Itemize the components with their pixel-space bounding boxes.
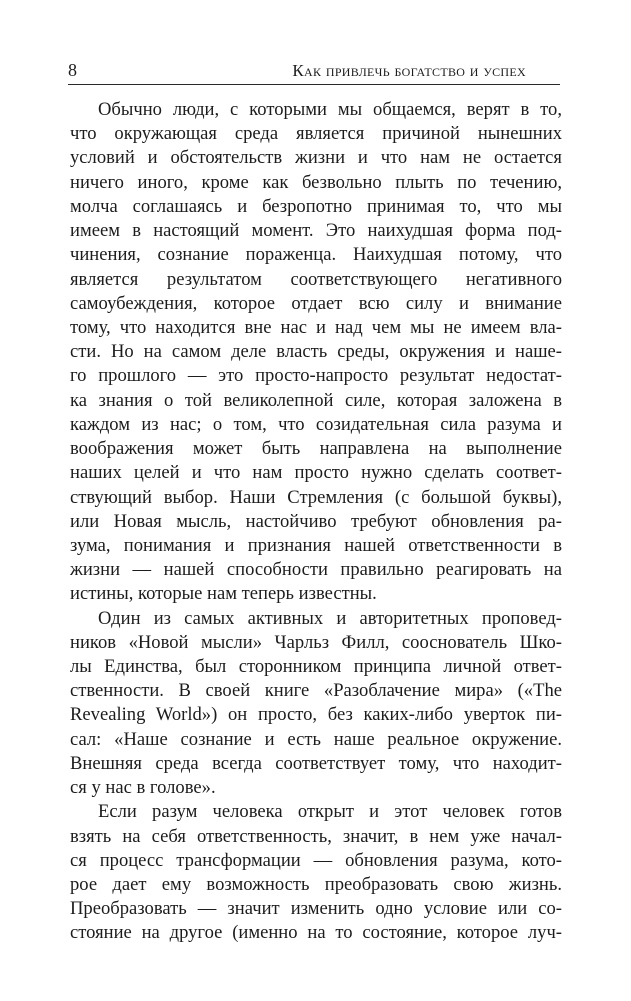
text-line: каждом из нас; о том, что созидательная сила разума и [70,413,562,435]
text-line: Один из самых активных и авторитетных проповед- [98,607,562,629]
text-line: ствующий выбор. Наши Стремления (с большой буквы), [70,486,562,508]
text-line: ников «Новой мысли» Чарльз Филл, сооснователь Шко- [70,631,562,653]
text-line: Обычно люди, с которыми мы общаемся, верят в то, [98,99,562,120]
text-line: жизни — нашей способности правильно реагировать на [70,559,562,581]
text-line: ничего иного, кроме как безвольно плыть по течению, [70,171,562,193]
text-line: стояние на другое (именно на то состояние, которое луч- [70,922,562,944]
text-line: условий и обстоятельств жизни и что нам не остается [70,147,562,169]
text-line: Внешняя среда всегда соответствует тому, что находит- [70,752,562,774]
body-text [70,98,562,946]
text-line: чинения, сознание пораженца. Наихудшая потому, что [70,244,562,266]
text-line: взять на себя ответственность, значит, в нем уже начал- [70,825,562,847]
text-line: наших целей и что нам просто нужно сделать соответ- [70,462,562,484]
text-line: является результатом соответствующего негативного [70,268,562,290]
text-line: рое дает ему возможность преобразовать свою жизнь. [70,874,562,895]
text-line: самоубеждения, которое отдает всю силу и внимание [70,292,562,314]
text-line: зума, понимания и признания нашей ответственности в [70,534,562,556]
text-line: что окружающая среда является причиной нынешних [70,123,562,145]
text-line: ся у нас в голове». [70,777,216,799]
running-title: Как привлечь богатство и успех [292,61,526,80]
text-line: сти. Но на самом деле власть среды, окружения и наше- [70,341,562,363]
text-line: молча соглашаясь и безропотно принимая то, что мы [70,195,562,217]
text-line: сал: «Наше сознание и есть наше реальное окружение. [70,728,562,750]
text-line: ся процесс трансформации — обновления разума, кото- [70,849,562,871]
text-line: лы Единства, был сторонником принципа личной ответ- [70,656,562,678]
text-line: воображения может быть направлена на выполнение [70,438,562,460]
text-line: или Новая мысль, настойчиво требуют обновления ра- [70,510,562,532]
text-line: Revealing World») он просто, без каких-либо уверток пи- [70,704,562,726]
text-line: Если разум человека открыт и этот человек готов [98,801,562,823]
text-line: го прошлого — это просто-напросто результат недостат- [70,365,562,387]
text-line: ственности. В своей книге «Разоблачение мира» («The [70,680,562,702]
text-line: тому, что находится вне нас и над чем мы не имеем вла- [70,316,562,338]
text-line: ка знания о той великолепной силе, которая заложена в [70,389,562,411]
text-line: имеем в настоящий момент. Это наихудшая форма под- [70,220,562,242]
page-number: 8 [68,60,77,80]
text-line: Преобразовать — значит изменить одно условие или со- [70,898,562,920]
running-header [68,58,560,85]
text-line: истины, которые нам теперь известны. [70,583,377,605]
